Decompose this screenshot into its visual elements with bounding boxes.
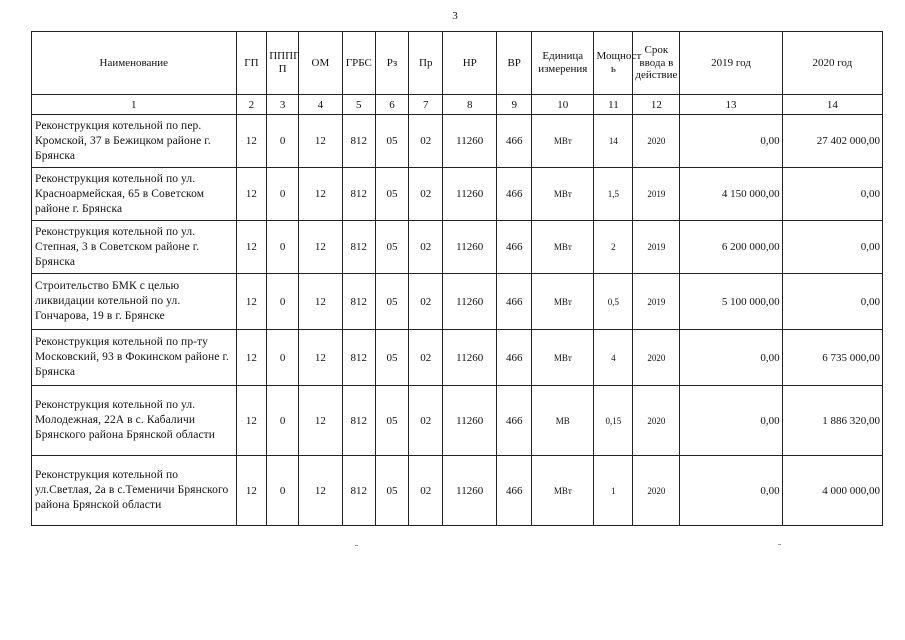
nr-cell: 11260	[443, 330, 497, 386]
vr-cell: 466	[497, 330, 532, 386]
amount-2020-cell: 1 886 320,00	[782, 386, 882, 456]
header-gp: ГП	[236, 32, 267, 95]
column-number: 2	[236, 95, 267, 115]
unit-cell: МВт	[532, 274, 594, 330]
amount-2020-cell: 0,00	[782, 274, 882, 330]
pr-cell: 02	[409, 115, 443, 168]
column-number: 9	[497, 95, 532, 115]
project-name-cell: Реконструкция котельной по ул. Красноармейская, 65 в Советском районе г. Брянска	[32, 168, 237, 221]
term-cell: 2019	[633, 221, 680, 274]
power-cell: 14	[594, 115, 633, 168]
power-cell: 4	[594, 330, 633, 386]
amount-2019-cell: 0,00	[680, 386, 782, 456]
amount-2020-cell: 0,00	[782, 168, 882, 221]
column-number: 7	[409, 95, 443, 115]
om-cell: 12	[298, 456, 342, 526]
unit-cell: МВ	[532, 386, 594, 456]
header-ppgp: ПППГ П	[267, 32, 299, 95]
vr-cell: 466	[497, 386, 532, 456]
unit-cell: МВт	[532, 168, 594, 221]
nr-cell: 11260	[443, 274, 497, 330]
column-number-row	[32, 95, 883, 115]
column-number: 11	[594, 95, 633, 115]
vr-cell: 466	[497, 456, 532, 526]
amount-2019-cell: 0,00	[680, 456, 782, 526]
header-term: Срок ввода в действие	[633, 32, 680, 95]
budget-table	[31, 31, 883, 526]
ppgp-cell: 0	[267, 456, 299, 526]
rz-cell: 05	[375, 221, 409, 274]
project-name-cell: Реконструкция котельной по ул. Степная, 3 в Советском районе г. Брянска	[32, 221, 237, 274]
project-name-cell: Строительство БМК с целью ликвидации котельной по ул. Гончарова, 19 в г. Брянске	[32, 274, 237, 330]
om-cell: 12	[298, 221, 342, 274]
nr-cell: 11260	[443, 168, 497, 221]
vr-cell: 466	[497, 221, 532, 274]
table-row	[32, 115, 883, 168]
gp-cell: 12	[236, 330, 267, 386]
unit-cell: МВт	[532, 456, 594, 526]
vr-cell: 466	[497, 168, 532, 221]
gp-cell: 12	[236, 115, 267, 168]
column-number: 13	[680, 95, 782, 115]
header-unit: Единица измерения	[532, 32, 594, 95]
unit-cell: МВт	[532, 330, 594, 386]
project-name-cell: Реконструкция котельной по ул.Светлая, 2а в с.Теменичи Брянского района Брянской области	[32, 456, 237, 526]
header-vr: ВР	[497, 32, 532, 95]
amount-2019-cell: 4 150 000,00	[680, 168, 782, 221]
amount-2019-cell: 0,00	[680, 115, 782, 168]
grbs-cell: 812	[342, 115, 375, 168]
pr-cell: 02	[409, 386, 443, 456]
power-cell: 1,5	[594, 168, 633, 221]
header-2019: 2019 год	[680, 32, 782, 95]
nr-cell: 11260	[443, 386, 497, 456]
grbs-cell: 812	[342, 386, 375, 456]
column-number: 6	[375, 95, 409, 115]
rz-cell: 05	[375, 274, 409, 330]
pr-cell: 02	[409, 456, 443, 526]
scan-artifact	[355, 545, 358, 546]
column-number: 5	[342, 95, 375, 115]
unit-cell: МВт	[532, 115, 594, 168]
project-name-cell: Реконструкция котельной по пр-ту Московский, 93 в Фокинском районе г. Брянска	[32, 330, 237, 386]
pr-cell: 02	[409, 168, 443, 221]
rz-cell: 05	[375, 386, 409, 456]
ppgp-cell: 0	[267, 330, 299, 386]
grbs-cell: 812	[342, 330, 375, 386]
amount-2019-cell: 0,00	[680, 330, 782, 386]
column-number: 14	[782, 95, 882, 115]
vr-cell: 466	[497, 274, 532, 330]
column-number: 1	[32, 95, 237, 115]
ppgp-cell: 0	[267, 274, 299, 330]
om-cell: 12	[298, 330, 342, 386]
om-cell: 12	[298, 168, 342, 221]
grbs-cell: 812	[342, 168, 375, 221]
table-row	[32, 456, 883, 526]
table-row	[32, 330, 883, 386]
grbs-cell: 812	[342, 274, 375, 330]
pr-cell: 02	[409, 330, 443, 386]
om-cell: 12	[298, 386, 342, 456]
project-name-cell: Реконструкция котельной по ул. Молодежная, 22А в с. Кабаличи Брянского района Брянской области	[32, 386, 237, 456]
amount-2019-cell: 6 200 000,00	[680, 221, 782, 274]
column-number: 4	[298, 95, 342, 115]
ppgp-cell: 0	[267, 168, 299, 221]
header-rz: Рз	[375, 32, 409, 95]
amount-2020-cell: 0,00	[782, 221, 882, 274]
unit-cell: МВт	[532, 221, 594, 274]
column-number: 10	[532, 95, 594, 115]
nr-cell: 11260	[443, 221, 497, 274]
power-cell: 1	[594, 456, 633, 526]
grbs-cell: 812	[342, 456, 375, 526]
gp-cell: 12	[236, 168, 267, 221]
ppgp-cell: 0	[267, 115, 299, 168]
term-cell: 2020	[633, 456, 680, 526]
header-nr: НР	[443, 32, 497, 95]
term-cell: 2020	[633, 386, 680, 456]
grbs-cell: 812	[342, 221, 375, 274]
om-cell: 12	[298, 274, 342, 330]
term-cell: 2019	[633, 168, 680, 221]
column-number: 3	[267, 95, 299, 115]
project-name-cell: Реконструкция котельной по пер. Кромской, 37 в Бежицком районе г. Брянска	[32, 115, 237, 168]
nr-cell: 11260	[443, 456, 497, 526]
om-cell: 12	[298, 115, 342, 168]
pr-cell: 02	[409, 274, 443, 330]
header-row	[32, 32, 883, 95]
gp-cell: 12	[236, 456, 267, 526]
header-2020: 2020 год	[782, 32, 882, 95]
header-grbs: ГРБС	[342, 32, 375, 95]
table-header	[32, 32, 883, 115]
gp-cell: 12	[236, 274, 267, 330]
column-number: 8	[443, 95, 497, 115]
gp-cell: 12	[236, 386, 267, 456]
table-row	[32, 168, 883, 221]
column-number: 12	[633, 95, 680, 115]
rz-cell: 05	[375, 330, 409, 386]
vr-cell: 466	[497, 115, 532, 168]
rz-cell: 05	[375, 456, 409, 526]
nr-cell: 11260	[443, 115, 497, 168]
scan-artifact	[778, 544, 781, 545]
table-row	[32, 221, 883, 274]
rz-cell: 05	[375, 115, 409, 168]
pr-cell: 02	[409, 221, 443, 274]
ppgp-cell: 0	[267, 221, 299, 274]
power-cell: 0,5	[594, 274, 633, 330]
amount-2020-cell: 4 000 000,00	[782, 456, 882, 526]
amount-2020-cell: 27 402 000,00	[782, 115, 882, 168]
gp-cell: 12	[236, 221, 267, 274]
table-row	[32, 274, 883, 330]
ppgp-cell: 0	[267, 386, 299, 456]
amount-2019-cell: 5 100 000,00	[680, 274, 782, 330]
header-name: Наименование	[32, 32, 237, 95]
rz-cell: 05	[375, 168, 409, 221]
term-cell: 2019	[633, 274, 680, 330]
table-row	[32, 386, 883, 456]
page-number: 3	[452, 10, 458, 22]
header-power: Мощност ь	[594, 32, 633, 95]
term-cell: 2020	[633, 330, 680, 386]
header-pr: Пр	[409, 32, 443, 95]
amount-2020-cell: 6 735 000,00	[782, 330, 882, 386]
table-body	[32, 115, 883, 526]
term-cell: 2020	[633, 115, 680, 168]
power-cell: 0,15	[594, 386, 633, 456]
header-om: ОМ	[298, 32, 342, 95]
power-cell: 2	[594, 221, 633, 274]
